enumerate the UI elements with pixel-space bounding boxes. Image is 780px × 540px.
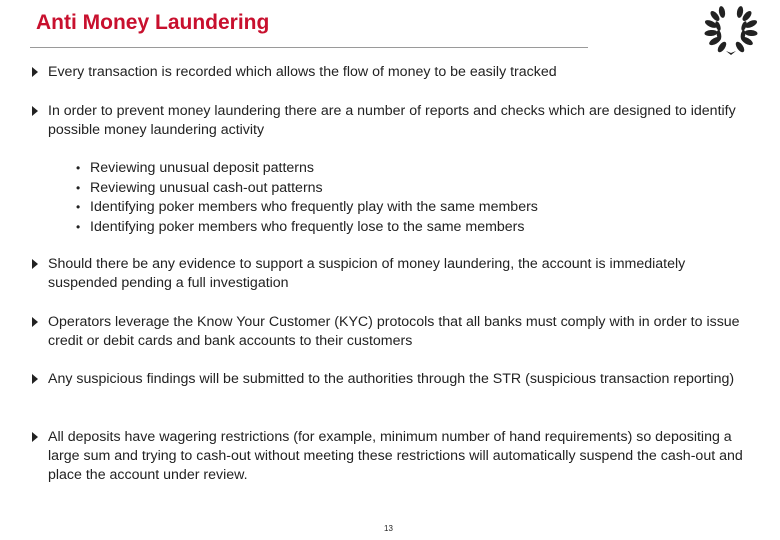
- sub-bullet: [76, 218, 716, 238]
- triangle-bullet-icon: [32, 432, 38, 442]
- sub-bullet-text: Identifying poker members who frequently play with the same members: [90, 199, 538, 216]
- sub-bullet-text: Reviewing unusual cash-out patterns: [90, 179, 323, 196]
- triangle-bullet-icon: [32, 67, 38, 77]
- triangle-bullet-icon: [32, 317, 38, 327]
- bullet-text: In order to prevent money laundering there are a number of reports and checks which are designed to identify possible money laundering activity: [48, 103, 736, 138]
- sub-bullet-list: [76, 159, 716, 237]
- bullet-text: Operators leverage the Know Your Customer (KYC) protocols that all banks must comply with in order to issue credit or debit cards and bank accounts to their customers: [48, 314, 740, 349]
- triangle-bullet-icon: [32, 374, 38, 384]
- dot-bullet-icon: •: [76, 180, 81, 195]
- triangle-bullet-icon: [32, 106, 38, 116]
- bullet-5: [48, 370, 748, 389]
- bullet-2: [48, 102, 748, 140]
- dot-bullet-icon: •: [76, 161, 81, 175]
- sub-bullet: [76, 198, 716, 218]
- sub-bullet-text: Reviewing unusual deposit patterns: [90, 160, 314, 176]
- bullet-6: [48, 428, 748, 485]
- bullet-text: All deposits have wagering restrictions (for example, minimum number of hand requirements) so depositing a large sum and trying to cash-out without meeting these restrictions will automatically suspend the cash-out and place the account under review.: [48, 429, 743, 483]
- bullet-1: [48, 63, 748, 82]
- sub-bullet: [76, 159, 716, 179]
- dot-bullet-icon: •: [76, 219, 81, 234]
- bullet-text: Every transaction is recorded which allows the flow of money to be easily tracked: [48, 64, 557, 80]
- laurel-wreath-icon: [700, 4, 762, 56]
- sub-bullet: [76, 179, 716, 199]
- bullet-3: [48, 255, 748, 293]
- sub-bullet-text: Identifying poker members who frequently lose to the same members: [90, 218, 525, 235]
- bullet-4: [48, 313, 748, 351]
- slide-title: Anti Money Laundering: [36, 11, 270, 34]
- bullet-text: Any suspicious findings will be submitted to the authorities through the STR (suspicious transaction reporting): [48, 371, 735, 387]
- triangle-bullet-icon: [32, 259, 38, 269]
- title-divider: [30, 47, 588, 48]
- bullet-text: Should there be any evidence to support a suspicion of money laundering, the account is immediately suspended pending a full investigation: [48, 256, 686, 291]
- page-number: 13: [384, 524, 393, 533]
- dot-bullet-icon: •: [76, 200, 81, 215]
